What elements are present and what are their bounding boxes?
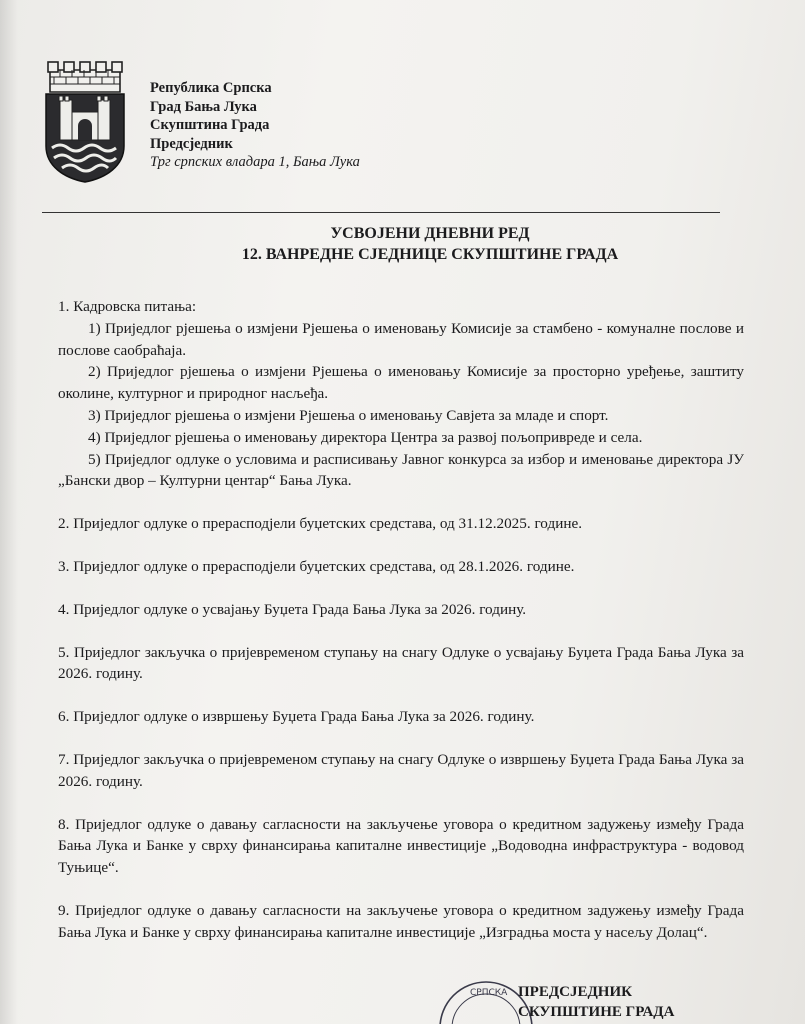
agenda-item-2: 2. Приједлог одлуке о прерасподјели буџетских средстава, од 31.12.2025. године. [58,515,582,533]
header-assembly: Скупштина Града [150,117,270,133]
agenda-item-1-sub-5: 5) Приједлог одлуке о условима и расписивању Јавног конкурса за избор и именовање директора ЈУ „Бански двор – Културни центар“ Бања Лука. [58,450,744,490]
city-coat-of-arms-icon [42,60,128,184]
signature-block [518,982,674,1022]
agenda-item-1-sub-3: 3) Приједлог рјешења о измјени Рјешења о именовању Савјета за младе и спорт. [88,406,609,424]
agenda-item-4: 4. Приједлог одлуке о усвајању Буџета Града Бања Лука за 2026. годину. [58,600,527,618]
agenda-item-3: 3. Приједлог одлуке о прерасподјели буџетских средстава, од 28.1.2026. године. [58,557,575,575]
header-president: Предсједник [150,135,233,152]
header-republic: Република Српска [150,80,272,96]
header-address: Трг српских владара 1, Бања Лука [150,154,360,170]
stamp-text: СРПСКА [470,988,508,998]
title-line-1: УСВОЈЕНИ ДНЕВНИ РЕД [330,225,530,242]
agenda-item-1-sub-1: 1) Приједлог рјешења о измјени Рјешења о именовању Комисије за стамбено - комуналне послове и послове саобраћаја. [58,319,744,359]
signature-body: СКУПШТИНЕ ГРАДА [518,1004,675,1020]
agenda-item-6: 6. Приједлог одлуке о извршењу Буџета Града Бања Лука за 2026. годину. [58,708,535,726]
document-title [150,223,710,265]
agenda-item-8: 8. Приједлог одлуке о давању сагласности на закључење уговора о кредитном задужењу између Града Бања Лука и Банке у сврху финансирања капиталне инвестиције „Водоводна инфраструктура - водовод Туњице“. [58,815,744,877]
agenda-item-9: 9. Приједлог одлуке о давању сагласности на закључење уговора о кредитном задужењу између Града Бања Лука и Банке у сврху финансирања капиталне инвестиције „Изградња моста у насељу Долац“. [58,901,744,941]
header-city: Град Бања Лука [150,98,257,115]
institution-header [150,79,360,172]
agenda-item-7: 7. Приједлог закључка о пријевременом ступању на снагу Одлуке о извршењу Буџета Града Бања Лука за 2026. годину. [58,750,744,790]
header-divider [42,212,720,213]
agenda-item-1-sub-2: 2) Приједлог рјешења о измјени Рјешења о именовању Комисије за просторно уређење, заштиту околине, културног и природног насљеђа. [58,363,744,403]
agenda-item-1-heading: 1. Кадровска питања: [58,298,197,315]
agenda-item-5: 5. Приједлог закључка о пријевременом ступању на снагу Одлуке о усвајању Буџета Града Бања Лука за 2026. годину. [58,643,744,683]
signature-title: ПРЕДСЈЕДНИК [518,984,633,1000]
agenda-list [58,296,744,944]
agenda-item-1-sub-4: 4) Приједлог рјешења о именовању директора Центра за развој пољопривреде и села. [88,428,643,446]
title-line-2: 12. ВАНРЕДНЕ СЈЕДНИЦЕ СКУПШТИНЕ ГРАДА [241,246,619,263]
